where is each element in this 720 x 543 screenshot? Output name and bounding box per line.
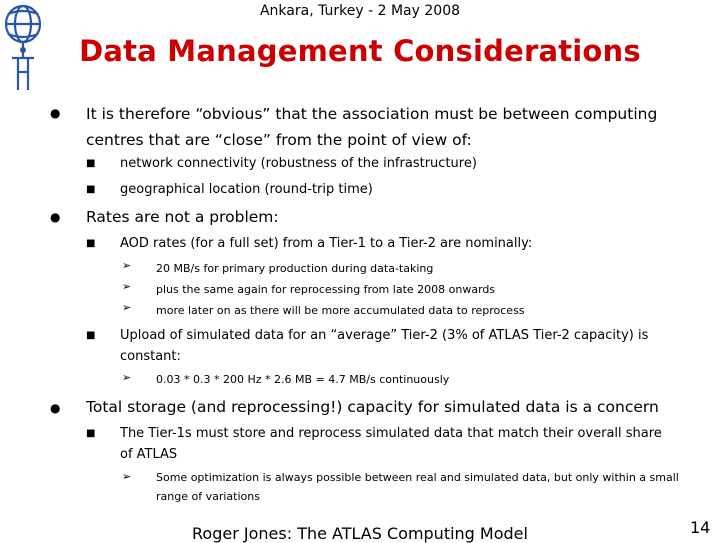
sub-bullet-marker: ■	[86, 428, 96, 439]
bullet-marker: ●	[50, 106, 61, 120]
sub-sub-bullet-text: 20 MB/s for primary production during data-taking	[156, 262, 434, 275]
slide-title: Data Management Considerations	[79, 34, 641, 68]
sub-bullet-text: geographical location (round-trip time)	[120, 182, 373, 197]
sub-bullet-text: The Tier-1s must store and reprocess simulated data that match their overall share	[120, 426, 662, 441]
sub-sub-bullet-marker: ➢	[122, 371, 132, 384]
sub-sub-bullet-text: more later on as there will be more accumulated data to reprocess	[156, 304, 525, 317]
sub-sub-bullet-marker: ➢	[122, 301, 132, 314]
sub-bullet-text: of ATLAS	[120, 447, 178, 462]
footer-text: Roger Jones: The ATLAS Computing Model	[192, 524, 528, 543]
sub-bullet-text: AOD rates (for a full set) from a Tier-1 to a Tier-2 are nominally:	[120, 236, 533, 251]
sub-bullet-marker: ■	[86, 238, 96, 249]
sub-sub-bullet-text: range of variations	[156, 490, 260, 503]
sub-bullet-text: Upload of simulated data for an “average” Tier-2 (3% of ATLAS Tier-2 capacity) is	[120, 328, 649, 343]
sub-sub-bullet-marker: ➢	[122, 470, 132, 483]
bullet-marker: ●	[50, 210, 61, 224]
bullet-marker: ●	[50, 401, 61, 415]
bullet-text: Total storage (and reprocessing!) capacity for simulated data is a concern	[86, 398, 659, 416]
sub-sub-bullet-text: 0.03 * 0.3 * 200 Hz * 2.6 MB = 4.7 MB/s continuously	[156, 373, 450, 386]
bullet-text: Rates are not a problem:	[86, 208, 279, 226]
sub-sub-bullet-marker: ➢	[122, 280, 132, 293]
sub-sub-bullet-text: Some optimization is always possible between real and simulated data, but only within a small	[156, 471, 679, 484]
bullet-text: centres that are “close” from the point of view of:	[86, 131, 472, 149]
sub-bullet-text: constant:	[120, 349, 181, 364]
sub-bullet-text: network connectivity (robustness of the infrastructure)	[120, 156, 477, 171]
sub-sub-bullet-marker: ➢	[122, 259, 132, 272]
sub-sub-bullet-text: plus the same again for reprocessing from late 2008 onwards	[156, 283, 496, 296]
bullet-text: It is therefore “obvious” that the association must be between computing	[86, 105, 658, 123]
sub-bullet-marker: ■	[86, 158, 96, 169]
page-number: 14	[690, 518, 711, 537]
sub-bullet-marker: ■	[86, 330, 96, 341]
header-text: Ankara, Turkey - 2 May 2008	[259, 3, 461, 19]
sub-bullet-marker: ■	[86, 184, 96, 195]
